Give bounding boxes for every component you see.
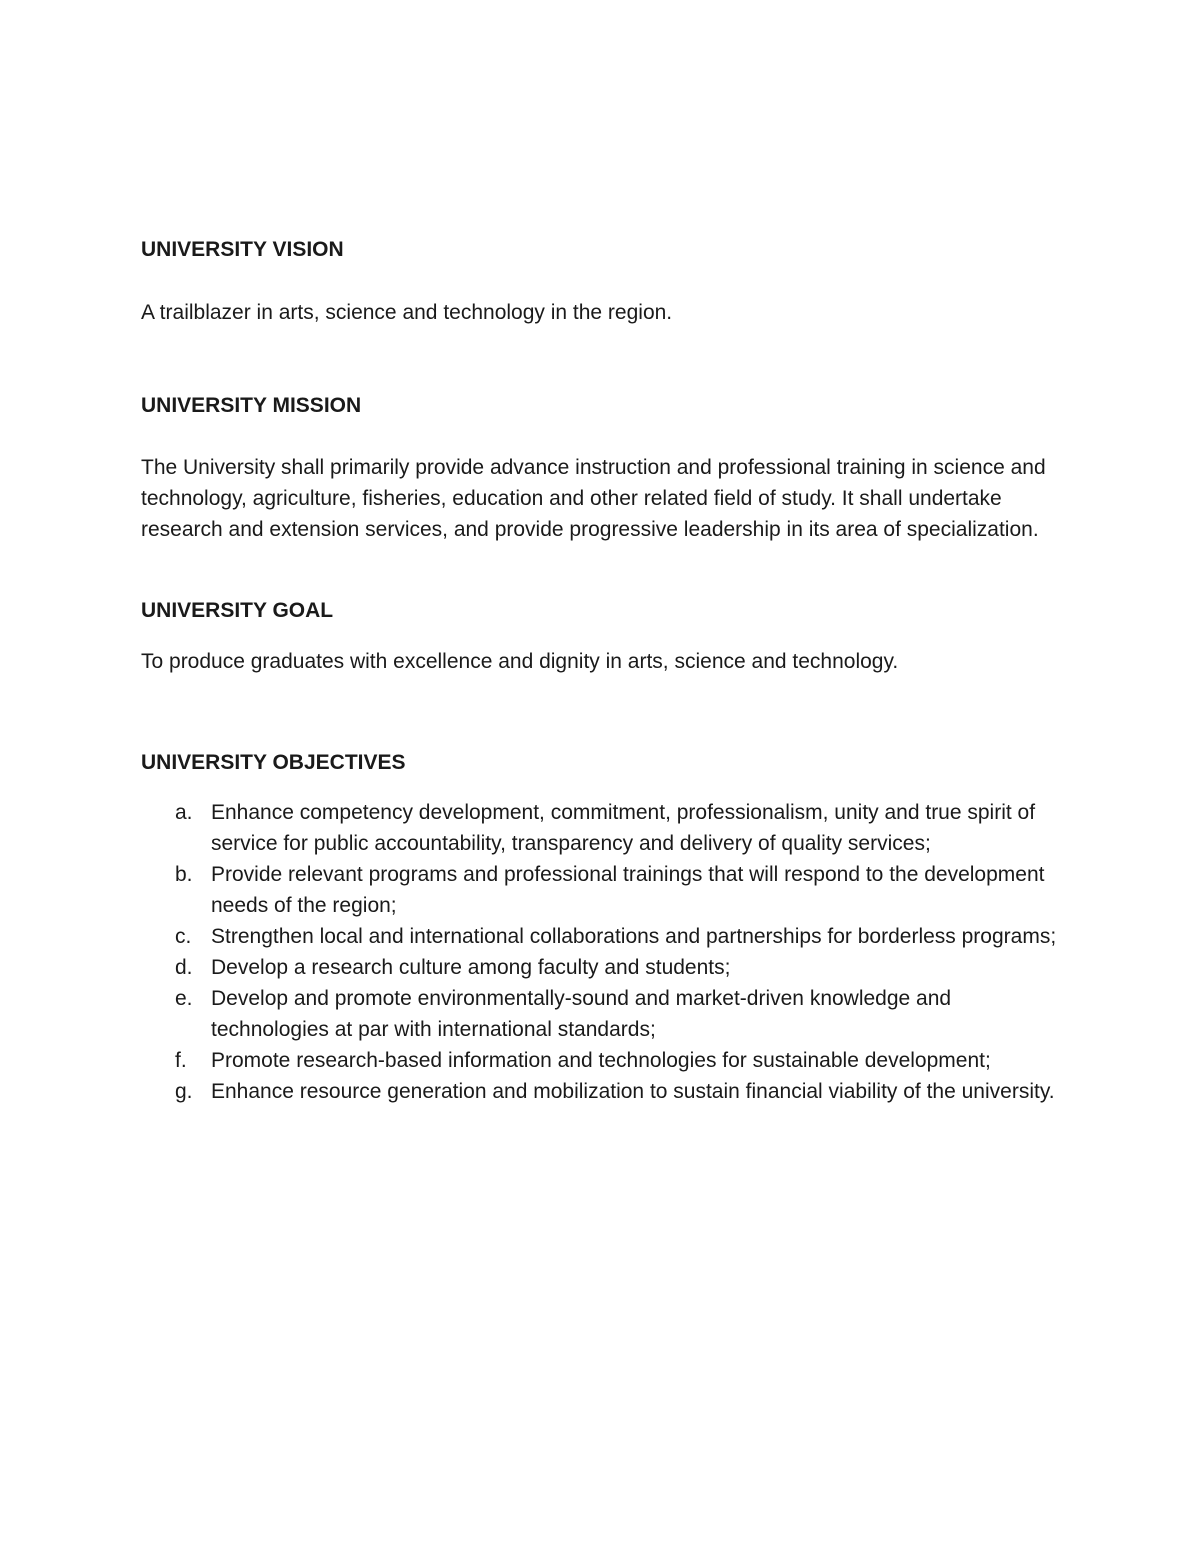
vision-text: A trailblazer in arts, science and technology in the region. bbox=[141, 301, 673, 324]
document-content bbox=[141, 234, 1061, 1107]
list-marker: b. bbox=[175, 863, 193, 886]
objectives-heading: UNIVERSITY OBJECTIVES bbox=[141, 751, 406, 774]
objective-item-g bbox=[141, 1076, 1061, 1107]
objective-item-e bbox=[141, 983, 1061, 1045]
list-marker: a. bbox=[175, 801, 193, 824]
mission-text: The University shall primarily provide advance instruction and professional training in science and technology, agriculture, fisheries, education and other related field of study. It shall undertake research and extension services, and provide progressive leadership in its area of specialization. bbox=[141, 456, 1046, 541]
objective-text: Provide relevant programs and professional trainings that will respond to the development needs of the region; bbox=[211, 863, 1045, 917]
goal-text: To produce graduates with excellence and dignity in arts, science and technology. bbox=[141, 650, 899, 673]
goal-heading: UNIVERSITY GOAL bbox=[141, 599, 334, 622]
objective-text: Develop and promote environmentally-sound and market-driven knowledge and technologies at par with international standards; bbox=[211, 987, 952, 1041]
list-marker: g. bbox=[175, 1080, 193, 1103]
vision-heading: UNIVERSITY VISION bbox=[141, 238, 344, 261]
mission-heading: UNIVERSITY MISSION bbox=[141, 394, 362, 417]
objectives-list bbox=[141, 797, 1061, 1107]
objective-item-f bbox=[141, 1045, 1061, 1076]
list-marker: d. bbox=[175, 956, 193, 979]
objective-item-a bbox=[141, 797, 1061, 859]
list-marker: f. bbox=[175, 1049, 187, 1072]
objective-text: Enhance resource generation and mobilization to sustain financial viability of the university. bbox=[211, 1080, 1055, 1103]
objective-item-b bbox=[141, 859, 1061, 921]
list-marker: e. bbox=[175, 987, 193, 1010]
objective-text: Promote research-based information and technologies for sustainable development; bbox=[211, 1049, 991, 1072]
objective-item-c bbox=[141, 921, 1061, 952]
objective-text: Enhance competency development, commitment, professionalism, unity and true spirit of service for public accountability, transparency and delivery of quality services; bbox=[211, 801, 1036, 855]
objective-text: Strengthen local and international collaborations and partnerships for borderless programs; bbox=[211, 925, 1057, 948]
objective-item-d bbox=[141, 952, 1061, 983]
list-marker: c. bbox=[175, 925, 192, 948]
objective-text: Develop a research culture among faculty and students; bbox=[211, 956, 731, 979]
